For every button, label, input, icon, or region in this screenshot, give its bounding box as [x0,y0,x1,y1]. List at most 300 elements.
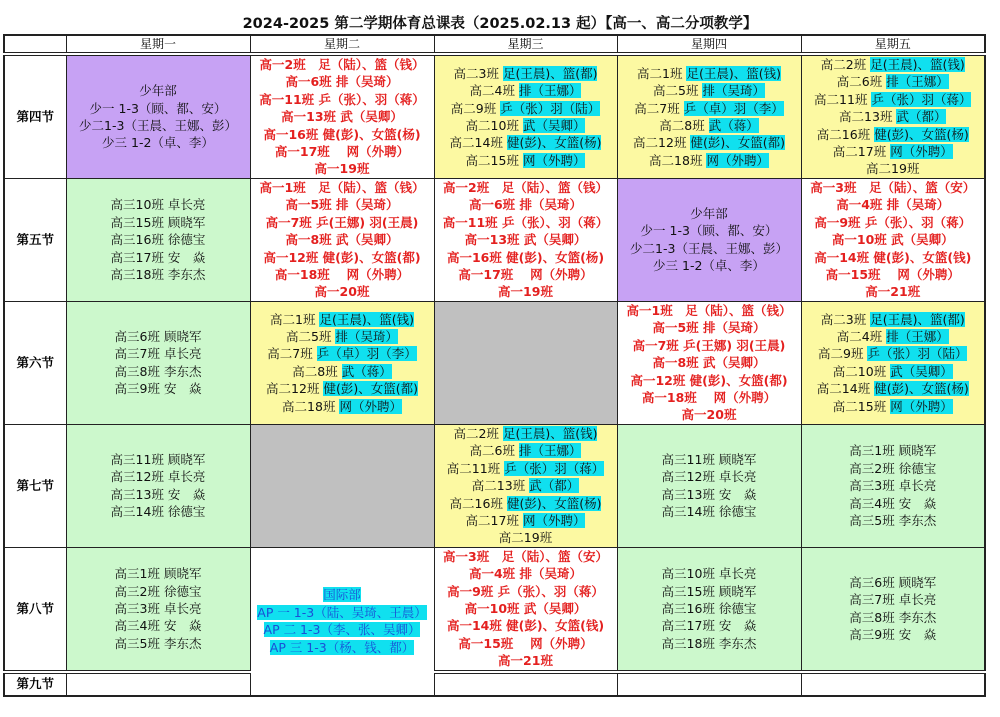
schedule-cell-red [617,301,801,424]
cell-line [67,617,250,634]
cell-line [802,179,985,196]
class-line [435,477,617,494]
period-row [4,54,985,178]
period-row [4,178,985,301]
cell-line [435,583,617,600]
cell-line [251,266,434,283]
cell-line [435,249,617,266]
line-text: 高一15班 网（外聘） [825,266,960,282]
schedule-cell-gray [250,424,434,547]
corner-cell [4,35,66,54]
course-assignment: 网（外聘） [339,398,402,414]
cell-line [67,231,250,248]
line-text: 少三 1-2（卓、李） [102,135,214,151]
cell-line [251,56,434,73]
cell-line [67,82,250,99]
cell-line [67,468,250,485]
class-line [802,91,985,108]
period-row [4,424,985,547]
line-text: 高一20班 [681,407,737,423]
class-name: 高二9班 [450,100,501,116]
page-title: 2024-2025 第二学期体育总课表（2025.02.13 起）【高一、高二分项教学】 [242,16,758,32]
cell-line [618,354,801,371]
schedule-cell-yellow [434,424,617,547]
schedule-cell-white [617,672,801,696]
schedule-cell-green [801,547,985,671]
line-text: 高三13班 安 焱 [110,486,206,502]
class-line [251,380,434,397]
cell-line [618,257,801,274]
line-text: 高三10班 卓长亮 [110,197,206,213]
line-text: AP 三 1-3（杨、钱、都） [269,639,415,655]
period-label: 第九节 [4,672,66,696]
cell-line [618,337,801,354]
course-assignment: 武（吴卿） [522,117,586,133]
class-name: 高二14班 [816,381,875,397]
schedule-cell-red [250,178,434,301]
line-text: AP 二 1-3（李、张、吴卿） [263,622,421,638]
class-name: 高二6班 [469,443,519,459]
schedule-cell-yellow [250,301,434,424]
course-assignment: 武（都） [896,109,947,125]
line-text: 高一1班 足（陆）、篮（钱） [259,179,425,195]
cell-line [67,635,250,652]
course-assignment: 乒（张）羽（陆） [867,346,968,362]
cell-line [802,574,985,591]
period-row [4,301,985,424]
line-text: 高一6班 排（吴琦） [468,197,583,213]
class-name: 高二14班 [449,135,507,151]
cell-line [251,639,434,656]
line-text: 高一2班 足（陆）、篮（钱） [259,57,425,72]
cell-line [67,363,250,380]
line-text: 高三12班 卓长亮 [661,469,757,485]
schedule-cell-purple [617,178,801,301]
line-text: 高三9班 安 焱 [114,381,202,397]
class-name: 高二16班 [816,126,875,142]
line-text: 高一14班 健(彭)、女篮(钱) [814,249,972,265]
line-text: 高三16班 徐德宝 [110,232,206,248]
class-name: 高二18班 [282,398,340,414]
course-assignment: 乒（卓）羽（李） [316,346,417,362]
course-assignment: 武（蒋） [341,363,392,379]
cell-line [618,372,801,389]
class-line [435,65,617,82]
cell-line [251,604,434,621]
schedule-cell-purple [66,54,250,178]
schedule-cell-green [66,547,250,671]
course-assignment: 排（吴琦） [335,329,398,345]
class-line [251,328,434,345]
class-line [802,108,985,125]
cell-line [67,380,250,397]
class-line [251,345,434,362]
class-line [618,117,801,134]
course-assignment: 网（外聘） [890,398,953,414]
class-line [435,442,617,459]
cell-line [802,249,985,266]
cell-line [435,231,617,248]
course-assignment: 足(王晨)、篮(都) [870,311,965,327]
course-assignment: 排（吴琦） [702,83,765,99]
class-name: 高二6班 [836,74,887,90]
course-assignment: 健(彭)、女篮(杨) [874,381,969,397]
cell-line [435,196,617,213]
cell-line [251,73,434,90]
course-assignment: 足(王晨)、篮(钱) [686,65,781,81]
class-line [251,398,434,415]
class-name: 高二16班 [449,495,507,511]
course-assignment: 排（王娜） [886,329,949,345]
class-line [435,425,617,442]
cell-line [435,635,617,652]
line-text: 高一3班 足（陆）、篮（安） [810,179,976,195]
line-text: 高三6班 顾晓军 [114,329,202,345]
cell-line [802,512,985,529]
period-label: 第六节 [4,301,66,424]
cell-line [67,583,250,600]
class-line [802,311,985,328]
class-line [435,495,617,512]
cell-line [251,621,434,638]
class-name: 高二1班 [637,65,687,81]
cell-line [251,214,434,231]
class-name: 高二19班 [498,530,553,546]
schedule-cell-yellow [801,54,985,178]
class-name: 高二3班 [453,65,503,81]
class-name: 高二3班 [820,311,871,327]
cell-line [435,179,617,196]
class-line [802,363,985,380]
class-name: 高二19班 [866,161,920,177]
cell-line [618,486,801,503]
line-text: 高一13班 武（吴卿） [281,109,403,125]
line-text: 高三18班 李东杰 [661,635,757,651]
line-text: 高三3班 卓长亮 [849,478,937,494]
cell-line [802,495,985,512]
class-name: 高二4班 [836,329,887,345]
line-text: 高一19班 [314,161,370,177]
cell-line [618,565,801,582]
day-header: 星期五 [801,35,985,54]
schedule-cell-yellow [434,54,617,178]
class-line [251,311,434,328]
schedule-cell-green [66,424,250,547]
class-line [802,126,985,143]
cell-line [435,266,617,283]
line-text: 高三11班 顾晓军 [110,452,206,468]
course-assignment: 武（都） [529,478,580,494]
line-text: 高一12班 健(彭)、女篮(都) [263,249,421,265]
course-assignment: 足(王晨)、篮(钱) [502,425,598,441]
cell-line [618,503,801,520]
cell-line [67,486,250,503]
schedule-cell-yellow [801,301,985,424]
cell-line [802,626,985,643]
course-assignment: 乒（卓）羽（李） [683,100,784,116]
class-line [435,117,617,134]
class-line [435,529,617,546]
line-text: 高三17班 安 焱 [110,249,206,265]
class-line [802,73,985,90]
line-text: 高三14班 徐德宝 [661,504,757,520]
course-assignment: 网（外聘） [522,512,586,528]
period-label: 第五节 [4,178,66,301]
schedule-cell-intl [250,547,434,695]
cell-line [251,231,434,248]
cell-line [618,635,801,652]
course-assignment: 排（王娜） [518,443,582,459]
line-text: 高一19班 [498,284,553,300]
class-line [435,82,617,99]
cell-line [618,468,801,485]
cell-line [802,442,985,459]
line-text: 高一4班 排（吴琦） [836,197,950,213]
course-assignment: 网（外聘） [522,152,586,168]
line-text: 高一17班 网（外聘） [458,266,593,282]
cell-line [618,451,801,468]
course-assignment: 乒（张）羽（陆） [500,100,601,116]
cell-line [435,548,617,565]
class-name: 高二11班 [814,91,872,107]
schedule-cell-green [66,301,250,424]
class-name: 高二15班 [465,152,523,168]
line-text: 高一11班 乒（张）、羽（蒋） [442,214,609,230]
cell-line [802,266,985,283]
class-name: 高二2班 [453,425,503,441]
class-line [251,363,434,380]
class-name: 高二13班 [471,478,530,494]
line-text: 高三9班 安 焱 [849,627,937,643]
line-text: 高一7班 乒(王娜) 羽(王晨) [632,337,786,353]
course-assignment: 健(彭)、女篮(杨) [874,126,969,142]
line-text: 高三2班 徐德宝 [849,460,937,476]
cell-line [251,249,434,266]
class-name: 高二12班 [266,381,324,397]
line-text: 高三4班 安 焱 [849,495,937,511]
cell-line [67,249,250,266]
class-line [802,380,985,397]
line-text: 少一 1-3（顾、都、安） [89,100,227,116]
cell-line [251,143,434,160]
cell-line [67,565,250,582]
cell-line [435,214,617,231]
day-header: 星期二 [250,35,434,54]
line-text: 高三8班 李东杰 [849,609,937,625]
line-text: 高一12班 健(彭)、女篮(都) [630,372,788,388]
schedule-cell-green [617,424,801,547]
cell-line [435,652,617,669]
cell-line [67,345,250,362]
course-assignment: 排（王娜） [886,74,949,90]
line-text: 高一7班 乒(王娜) 羽(王晨) [265,214,419,230]
schedule-cell-red [250,54,434,178]
course-assignment: 乒（张）羽（蒋） [871,91,972,107]
line-text: 高一18班 网（外聘） [641,389,777,405]
cell-line [802,460,985,477]
cell-line [618,319,801,336]
cell-line [802,283,985,300]
schedule-cell-white [801,672,985,696]
class-name: 高二18班 [649,152,707,168]
line-text: 高一8班 武（吴卿） [652,355,766,371]
line-text: 高一13班 武（吴卿） [464,232,587,248]
cell-line [618,240,801,257]
cell-line [802,231,985,248]
cell-line [618,600,801,617]
cell-line [251,586,434,603]
line-text: 高一6班 排（吴琦） [285,74,399,90]
line-text: 高一5班 排（吴琦） [285,197,399,213]
class-name: 高二7班 [634,100,684,116]
class-line [618,100,801,117]
line-text: 少二1-3（王晨、王娜、彭） [630,240,788,256]
schedule-cell-red [801,178,985,301]
line-text: 少三 1-2（卓、李） [653,258,765,274]
line-text: 高一2班 足（陆）、篮（钱） [443,179,608,195]
line-text: 高一15班 网（外聘） [458,635,593,651]
cell-line [67,134,250,151]
cell-line [251,160,434,177]
class-name: 高二4班 [469,83,519,99]
line-text: 高三8班 李东杰 [114,363,202,379]
period-label: 第八节 [4,547,66,671]
course-assignment: 足(王晨)、篮(都) [502,65,598,81]
line-text: 高三4班 安 焱 [114,618,202,634]
cell-line [435,617,617,634]
course-assignment: 武（蒋） [708,117,759,133]
cell-line [802,196,985,213]
class-name: 高二17班 [465,512,523,528]
cell-line [618,302,801,319]
line-text: 高三2班 徐德宝 [114,583,202,599]
cell-line [618,222,801,239]
cell-line [67,328,250,345]
cell-line [251,179,434,196]
cell-line [251,108,434,125]
cell-line [435,600,617,617]
line-text: 高三17班 安 焱 [661,618,757,634]
course-assignment: 健(彭)、女篮(都) [690,135,785,151]
class-line [435,152,617,169]
schedule-cell-gray [434,301,617,424]
line-text: 高一18班 网（外聘） [274,266,410,282]
course-assignment: 网（外聘） [890,144,953,160]
class-line [435,100,617,117]
line-text: 高三7班 卓长亮 [849,592,937,608]
cell-line [67,266,250,283]
line-text: 少二1-3（王晨、王娜、彭） [79,117,237,133]
schedule-cell-white [66,672,250,696]
class-name: 高二2班 [820,57,871,72]
cell-line [251,283,434,300]
cell-line [251,91,434,108]
class-line [618,82,801,99]
line-text: 少年部 [690,206,728,222]
schedule-cell-yellow [617,54,801,178]
cell-line [251,126,434,143]
class-name: 高二7班 [267,346,317,362]
line-text: 高三16班 徐德宝 [661,601,757,617]
course-assignment: 排（王娜） [518,83,582,99]
class-line [802,143,985,160]
line-text: 高三3班 卓长亮 [114,601,202,617]
cell-line [618,583,801,600]
course-assignment: 足(王晨)、篮(钱) [319,311,414,327]
class-name: 高二5班 [653,83,703,99]
cell-line [67,100,250,117]
line-text: 高三14班 徐德宝 [110,504,206,520]
line-text: 高一3班 足（陆）、篮（安） [443,548,608,564]
period-label: 第七节 [4,424,66,547]
cell-line [251,196,434,213]
class-name: 高二13班 [839,109,897,125]
line-text: 高一16班 健(彭)、女篮(杨) [263,126,421,142]
cell-line [67,600,250,617]
class-name: 高二11班 [446,460,505,476]
class-name: 高二12班 [633,135,691,151]
class-line [802,398,985,415]
header-row [4,35,985,54]
line-text: 高三1班 顾晓军 [849,443,937,459]
line-text: 高一21班 [498,653,553,669]
course-assignment: 武（吴卿） [890,363,953,379]
course-assignment: 网（外聘） [706,152,769,168]
line-text: 高一11班 乒（张）、羽（蒋） [259,91,425,107]
cell-line [67,503,250,520]
day-header: 星期四 [617,35,801,54]
line-text: 高一9班 乒（张）、羽（蒋） [814,214,972,230]
cell-line [67,117,250,134]
cell-line [618,406,801,423]
class-name: 高二10班 [832,363,891,379]
line-text: 高三15班 顾晓军 [110,214,206,230]
period-row [4,672,985,696]
cell-line [618,617,801,634]
cell-line [618,389,801,406]
class-name: 高二17班 [832,144,891,160]
cell-line [435,283,617,300]
schedule-cell-red [434,547,617,671]
class-line [802,328,985,345]
line-text: 高一9班 乒（张）、羽（蒋） [447,583,604,599]
class-line [435,512,617,529]
cell-line [802,477,985,494]
cell-line [67,196,250,213]
line-text: 高三5班 李东杰 [114,635,202,651]
line-text: 高一1班 足（陆）、篮（钱） [626,302,792,318]
class-line [435,134,617,151]
class-line [435,460,617,477]
schedule-cell-white [434,672,617,696]
class-line [802,56,985,73]
cell-line [67,451,250,468]
line-text: 少年部 [139,83,177,99]
line-text: 高三6班 顾晓军 [849,574,937,590]
class-name: 高二1班 [270,311,320,327]
class-line [618,134,801,151]
schedule-cell-green [66,178,250,301]
class-name: 高二10班 [465,117,523,133]
class-name: 高二8班 [292,363,342,379]
cell-line [435,565,617,582]
cell-line [802,609,985,626]
cell-line [618,205,801,222]
period-label: 第四节 [4,54,66,178]
class-name: 高二15班 [832,398,891,414]
course-assignment: 乒（张）羽（蒋） [504,460,605,476]
line-text: 高一8班 武（吴卿） [285,232,399,248]
